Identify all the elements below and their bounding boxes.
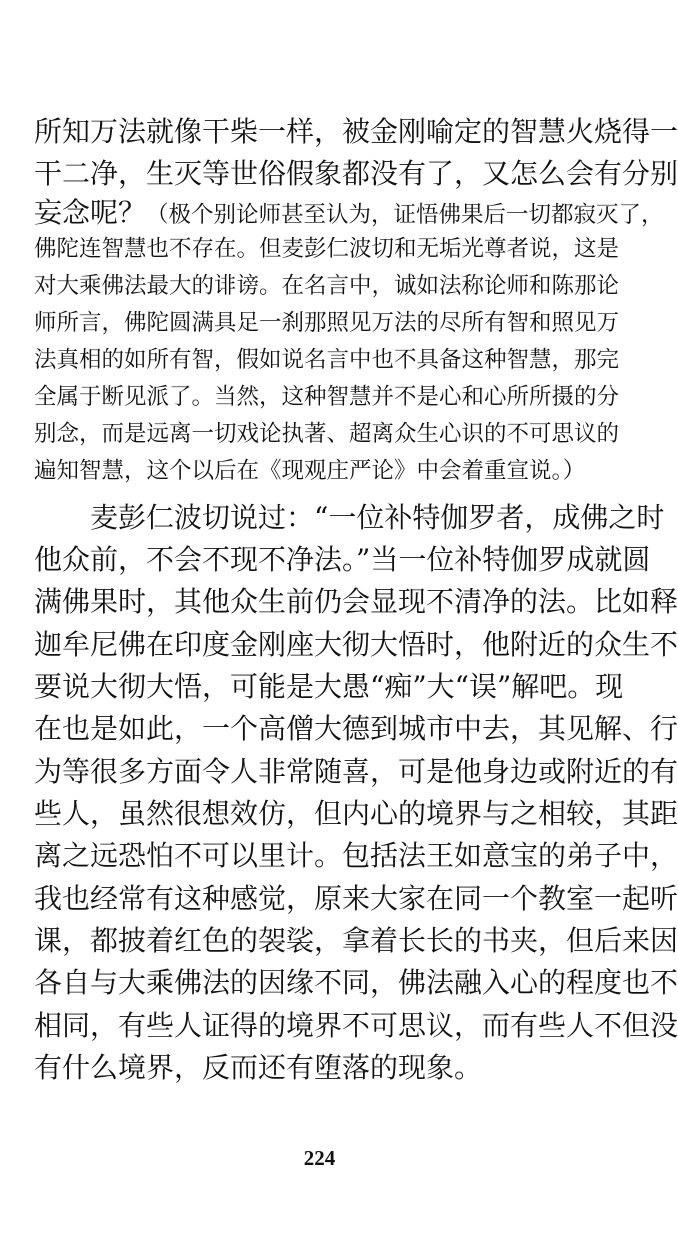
text-line: 麦彭仁波切说过：“一位补特伽罗者，成佛之时 <box>90 501 665 534</box>
text-line: 干二净，生灭等世俗假象都没有了，又怎么会有分别 <box>34 157 678 190</box>
text-line: 迦牟尼佛在印度金刚座大彻大悟时，他附近的众生不 <box>34 628 678 661</box>
text-line: 要说大彻大悟，可能是大愚“痴”大“误”解吧。现 <box>34 670 624 703</box>
text-line: 各自与大乘佛法的因缘不同，佛法融入心的程度也不 <box>34 966 678 999</box>
text-line: 满佛果时，其他众生前仍会显现不清净的法。比如释 <box>34 585 678 618</box>
text-line: 有什么境界，反而还有堕落的现象。 <box>34 1051 483 1084</box>
note-line: 法真相的如所有智，假如说名言中也不具备这种智慧，那完 <box>34 347 620 373</box>
note-line: 遍知智慧，这个以后在《现观庄严论》中会着重宣说。） <box>34 458 586 484</box>
note-line: 别念，而是远离一切戏论执著、超离众生心识的不可思议的 <box>34 421 620 447</box>
text-line: 课，都披着红色的袈裟，拿着长长的书夹，但后来因 <box>34 924 678 957</box>
text-line: 相同，有些人证得的境界不可思议，而有些人不但没 <box>34 1009 678 1042</box>
note-line: 师所言，佛陀圆满具足一刹那照见万法的尽所有智和照见万 <box>34 310 620 336</box>
note-fragment: （极个别论师甚至认为，证悟佛果后一切都寂灭了， <box>146 202 664 228</box>
note-line: 佛陀连智慧也不存在。但麦彭仁波切和无垢光尊者说，这是 <box>34 236 620 262</box>
note-line: 对大乘佛法最大的诽谤。在名言中，诚如法称论师和陈那论 <box>34 273 620 299</box>
text-line: 所知万法就像干柴一样，被金刚喻定的智慧火烧得一 <box>34 115 678 148</box>
text-line: 为等很多方面令人非常随喜，可是他身边或附近的有 <box>34 755 678 788</box>
note-line: 全属于断见派了。当然，这种智慧并不是心和心所所摄的分 <box>34 384 620 410</box>
text-line: 些人，虽然很想效仿，但内心的境界与之相较，其距 <box>34 797 678 830</box>
text-line: 在也是如此，一个高僧大德到城市中去，其见解、行 <box>34 712 678 745</box>
text-line: 离之远恐怕不可以里计。包括法王如意宝的弟子中， <box>34 839 678 872</box>
text-line: 他众前，不会不现不净法。”当一位补特伽罗成就圆 <box>34 543 651 576</box>
text-fragment: 妄念呢？ <box>34 196 147 229</box>
page-number: 224 <box>303 1146 336 1170</box>
text-line: 我也经常有这种感觉，原来大家在同一个教室一起听 <box>34 882 678 915</box>
